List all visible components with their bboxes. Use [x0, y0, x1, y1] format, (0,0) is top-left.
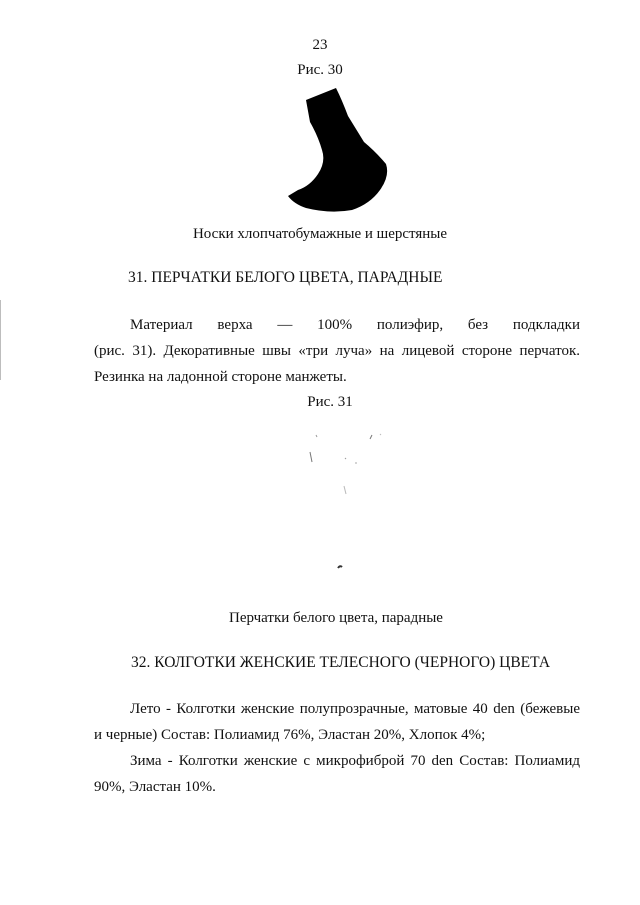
paragraph-line: Лето - Колготки женские полупрозрачные, матовые 40 den (бежевые: [130, 701, 580, 717]
section-31-text: [130, 312, 580, 338]
white-gloves-icon: [300, 428, 390, 578]
paragraph-line: Резинка на ладонной стороне манжеты.: [94, 369, 347, 385]
paragraph-line: Зима - Колготки женские с микрофиброй 70 den Состав: Полиамид: [130, 753, 580, 769]
section-32-summer-text-cont: [94, 722, 580, 748]
figure-31-label: Рис. 31: [307, 394, 353, 410]
page-number: 23: [312, 37, 328, 53]
section-32-heading: 32. КОЛГОТКИ ЖЕНСКИЕ ТЕЛЕСНОГО (ЧЕРНОГО) ЦВЕТА: [131, 654, 551, 671]
scan-edge-mark: [0, 300, 1, 380]
section-32-winter-text: [130, 748, 580, 774]
paragraph-line: 90%, Эластан 10%.: [94, 779, 216, 795]
figure-31-caption: Перчатки белого цвета, парадные: [229, 610, 443, 626]
sock-shape: [288, 88, 387, 212]
section-32-summer-text: [130, 696, 580, 722]
section-31-text-cont: [94, 338, 580, 390]
section-31-heading: 31. ПЕРЧАТКИ БЕЛОГО ЦВЕТА, ПАРАДНЫЕ: [128, 269, 443, 286]
paragraph-line: и черные) Состав: Полиамид 76%, Эластан 20%, Хлопок 4%;: [94, 727, 486, 743]
sock-icon: [280, 86, 392, 216]
paragraph-line: (рис. 31). Декоративные швы «три луча» на лицевой стороне перчаток.: [94, 343, 580, 359]
figure-30-caption: Носки хлопчатобумажные и шерстяные: [192, 226, 448, 242]
section-32-winter-text-cont: [94, 774, 580, 800]
figure-30-label: Рис. 30: [297, 62, 343, 78]
paragraph-line: Материал верха — 100% полиэфир, без подкладки: [130, 317, 580, 333]
